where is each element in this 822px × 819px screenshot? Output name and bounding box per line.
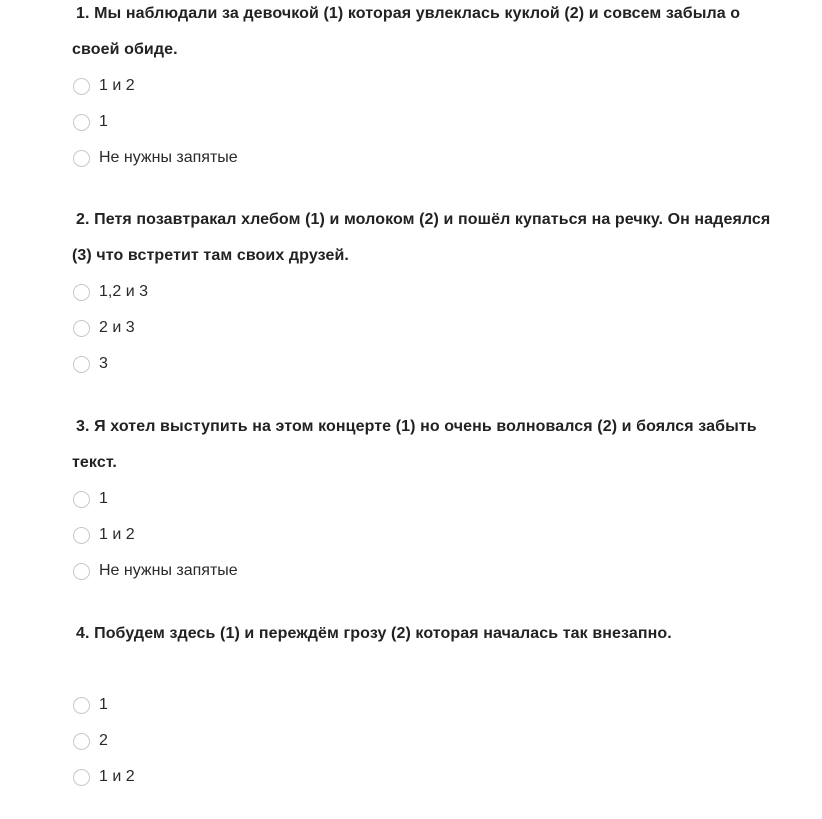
question-2-option-1[interactable]: [72, 274, 772, 310]
radio-button[interactable]: [73, 527, 90, 544]
question-2: [72, 202, 772, 382]
option-label: 3: [99, 355, 108, 372]
option-label: Не нужны запятые: [99, 149, 238, 166]
question-3: [72, 409, 772, 589]
radio-button[interactable]: [73, 356, 90, 373]
option-label: 1 и 2: [99, 768, 135, 785]
radio-button[interactable]: [73, 150, 90, 167]
radio-button[interactable]: [73, 78, 90, 95]
question-1-text: 1. Мы наблюдали за девочкой (1) которая увлеклась куклой (2) и совсем забыла о своей обиде.: [72, 5, 741, 58]
question-4-option-3[interactable]: [72, 759, 772, 795]
radio-button[interactable]: [73, 733, 90, 750]
question-1: [72, 0, 772, 176]
question-2-option-2[interactable]: [72, 310, 772, 346]
question-3-options: [72, 481, 772, 589]
option-label: 2 и 3: [99, 319, 135, 336]
radio-button[interactable]: [73, 697, 90, 714]
question-4-option-2[interactable]: [72, 723, 772, 759]
radio-button[interactable]: [73, 284, 90, 301]
radio-button[interactable]: [73, 563, 90, 580]
radio-button[interactable]: [73, 769, 90, 786]
question-3-option-1[interactable]: [72, 481, 772, 517]
question-2-option-3[interactable]: [72, 346, 772, 382]
option-label: 1 и 2: [99, 77, 135, 94]
option-label: 1 и 2: [99, 526, 135, 543]
question-3-text: 3. Я хотел выступить на этом концерте (1) но очень волновался (2) и боялся забыть текст.: [72, 418, 757, 471]
question-1-option-3[interactable]: [72, 140, 772, 176]
question-3-option-3[interactable]: [72, 553, 772, 589]
option-label: 1: [99, 113, 108, 130]
question-1-options: [72, 68, 772, 176]
question-4-option-1[interactable]: [72, 687, 772, 723]
option-label: 1,2 и 3: [99, 283, 148, 300]
radio-button[interactable]: [73, 114, 90, 131]
question-4-options: [72, 687, 772, 795]
radio-button[interactable]: [73, 320, 90, 337]
option-label: 1: [99, 696, 108, 713]
question-3-option-2[interactable]: [72, 517, 772, 553]
question-2-options: [72, 274, 772, 382]
question-2-text: 2. Петя позавтракал хлебом (1) и молоком (2) и пошёл купаться на речку. Он надеялся (3) что встретит там своих друзей.: [72, 211, 771, 264]
option-label: 2: [99, 732, 108, 749]
option-label: Не нужны запятые: [99, 562, 238, 579]
radio-button[interactable]: [73, 491, 90, 508]
option-label: 1: [99, 490, 108, 507]
question-4: [72, 616, 772, 795]
question-4-text: 4. Побудем здесь (1) и переждём грозу (2) которая началась так внезапно.: [76, 625, 672, 642]
question-1-option-2[interactable]: [72, 104, 772, 140]
question-1-option-1[interactable]: [72, 68, 772, 104]
